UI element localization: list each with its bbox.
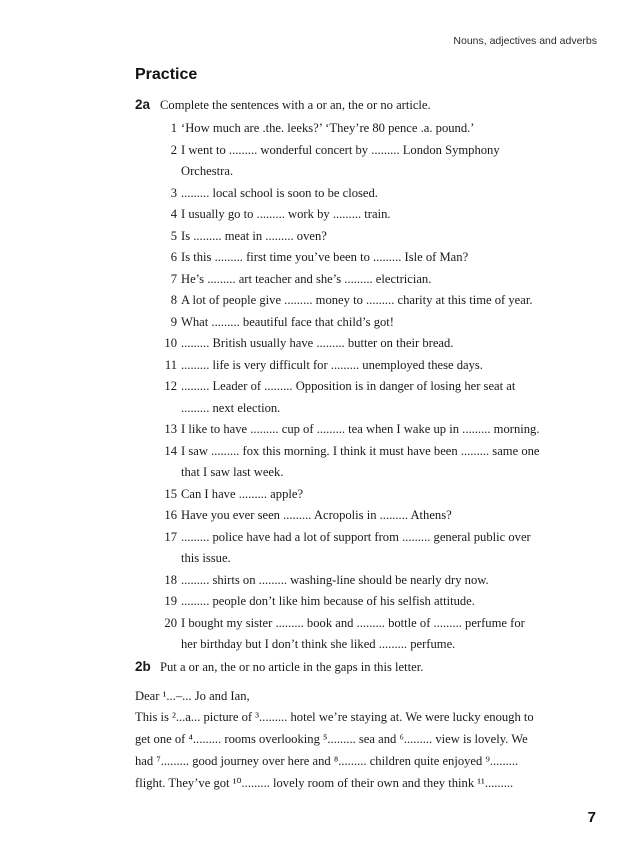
item-number: 1 <box>170 121 177 135</box>
exercise-2b-number: 2b <box>135 658 151 674</box>
exercise-item <box>135 505 605 527</box>
exercise-item <box>135 591 605 613</box>
item-text: ‘How much are .the. leeks?’ ‘They’re 80 pence .a. pound.’ <box>181 121 475 135</box>
item-text: I bought my sister ......... book and ......... bottle of ......... perfume for <box>181 615 525 630</box>
item-number: 9 <box>170 314 177 329</box>
exercise-2a-items <box>135 118 605 656</box>
item-text: ......... Leader of ......... Opposition is in danger of losing her seat at <box>181 379 516 393</box>
item-number: 7 <box>170 271 177 286</box>
exercise-item <box>135 527 605 549</box>
exercise-item <box>135 376 605 398</box>
item-text: A lot of people give ......... money to ......... charity at this time of year. <box>181 293 533 307</box>
exercise-item <box>135 247 605 269</box>
item-text: ......... life is very difficult for ......... unemployed these days. <box>181 357 483 372</box>
exercise-2b-instruction: Put a or an, the or no article in the gaps in this letter. <box>160 659 424 674</box>
item-number: 18 <box>164 572 177 587</box>
exercise-item <box>135 484 605 506</box>
item-text: ......... police have had a lot of support from ......... general public over <box>181 529 531 544</box>
item-text: Is ......... meat in ......... oven? <box>181 228 327 243</box>
item-text: I went to ......... wonderful concert by ......... London Symphony <box>181 142 500 157</box>
exercise-item <box>135 204 605 226</box>
item-text: ......... shirts on ......... washing-line should be nearly dry now. <box>181 572 489 587</box>
letter-line: This is ²...a... picture of ³......... hotel we’re staying at. We were lucky enough to <box>135 710 534 725</box>
item-text: I usually go to ......... work by ......... train. <box>181 207 391 221</box>
item-number: 5 <box>170 228 177 243</box>
item-number: 13 <box>164 422 177 436</box>
exercise-item-continuation <box>135 462 605 484</box>
item-number: 10 <box>164 336 177 350</box>
item-number: 11 <box>164 357 177 372</box>
item-number: 8 <box>170 293 177 307</box>
exercise-item <box>135 312 605 334</box>
exercise-item <box>135 333 605 355</box>
exercise-item <box>135 140 605 162</box>
exercise-2b-heading <box>135 659 605 680</box>
exercise-item <box>135 570 605 592</box>
exercise-item <box>135 118 605 140</box>
item-number: 4 <box>170 207 177 221</box>
item-text: this issue. <box>181 551 231 565</box>
item-number: 15 <box>164 486 177 501</box>
item-text: her birthday but I don’t think she liked ......... perfume. <box>181 637 456 651</box>
exercise-item-continuation <box>135 398 605 420</box>
item-number: 6 <box>170 250 177 264</box>
exercise-2b-letter <box>135 686 605 795</box>
item-number: 16 <box>164 508 177 522</box>
item-text: Is this ......... first time you’ve been to ......... Isle of Man? <box>181 250 469 264</box>
letter-line: get one of ⁴......... rooms overlooking ⁵......... sea and ⁶......... view is lovely. We <box>135 732 528 747</box>
item-text: ......... British usually have ......... butter on their bread. <box>181 336 454 350</box>
exercise-item-continuation <box>135 548 605 570</box>
item-number: 19 <box>164 594 177 608</box>
item-text: that I saw last week. <box>181 465 284 479</box>
exercise-item <box>135 441 605 463</box>
item-text: ......... people don’t like him because of his selfish attitude. <box>181 594 475 608</box>
item-text: Can I have ......... apple? <box>181 486 304 501</box>
exercise-item-continuation <box>135 634 605 656</box>
section-title: Practice <box>135 66 198 83</box>
letter-line: Dear ¹...–... Jo and Ian, <box>135 688 250 703</box>
exercise-item <box>135 183 605 205</box>
item-text: I saw ......... fox this morning. I think it must have been ......... same one <box>181 443 540 458</box>
item-number: 2 <box>170 142 177 157</box>
item-number: 14 <box>164 443 177 458</box>
item-text: Orchestra. <box>181 164 234 178</box>
exercise-item <box>135 355 605 377</box>
exercise-item <box>135 226 605 248</box>
item-number: 12 <box>164 379 177 393</box>
item-text: ......... next election. <box>181 400 281 415</box>
running-head: Nouns, adjectives and adverbs <box>453 35 597 47</box>
item-number: 20 <box>164 615 177 630</box>
page-number: 7 <box>587 809 596 826</box>
exercise-2a-instruction: Complete the sentences with a or an, the or no article. <box>160 98 431 112</box>
item-text: I like to have ......... cup of ......... tea when I wake up in ......... morning. <box>181 422 540 436</box>
exercise-item <box>135 269 605 291</box>
exercise-item <box>135 613 605 635</box>
item-number: 3 <box>170 185 177 200</box>
exercise-2a-heading <box>135 97 605 118</box>
item-text: ......... local school is soon to be closed. <box>181 185 378 200</box>
exercise-item <box>135 290 605 312</box>
exercise-item <box>135 419 605 441</box>
item-text: What ......... beautiful face that child’s got! <box>181 314 394 329</box>
item-text: Have you ever seen ......... Acropolis in ......... Athens? <box>181 508 452 522</box>
item-text: He’s ......... art teacher and she’s ......... electrician. <box>181 271 432 286</box>
letter-line: flight. They’ve got ¹⁰......... lovely room of their own and they think ¹¹......... <box>135 775 514 790</box>
letter-line: had ⁷......... good journey over here and ⁸......... children quite enjoyed ⁹......... <box>135 753 519 768</box>
exercise-2a-number: 2a <box>135 97 151 112</box>
exercise-content <box>135 97 605 794</box>
item-number: 17 <box>164 529 177 544</box>
exercise-item-continuation <box>135 161 605 183</box>
